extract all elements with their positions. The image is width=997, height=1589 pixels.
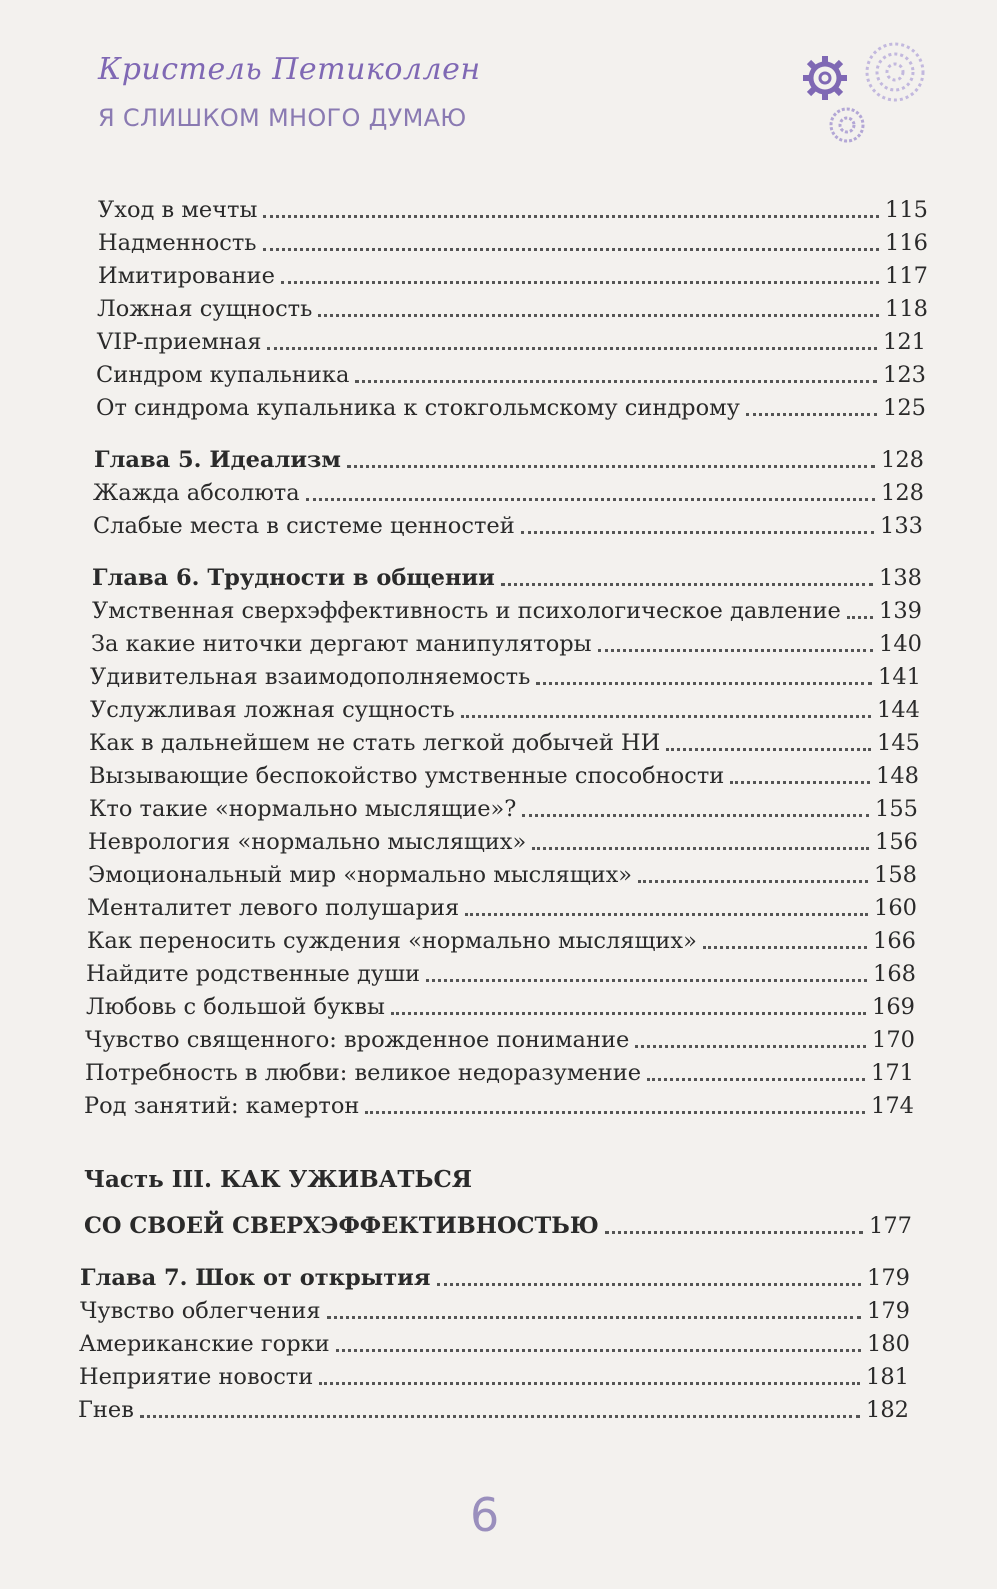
toc-entry-page: 177 [869, 1213, 912, 1239]
toc-entry-e17 [88, 826, 918, 858]
toc-entry-page: 181 [866, 1364, 909, 1390]
toc-entry-page: 133 [880, 513, 923, 539]
toc-entry-page: 180 [867, 1331, 910, 1357]
dot-leader [391, 1012, 866, 1015]
toc-entry-label: Гнев [78, 1397, 134, 1423]
toc-entry-page: 128 [881, 447, 924, 473]
toc-entry-label: Чувство священного: врожденное понимание [85, 1027, 630, 1053]
toc-entry-page: 171 [871, 1060, 914, 1086]
toc-entry-e2 [98, 227, 928, 259]
toc-entry-ch5 [94, 444, 924, 476]
dot-leader [267, 347, 877, 350]
dot-leader [598, 649, 873, 652]
toc-entry-label: За какие ниточки дергают манипуляторы [91, 631, 592, 657]
toc-entry-e21 [86, 958, 916, 990]
toc-entry-e12 [90, 661, 921, 693]
toc-entry-label: Кто такие «нормально мыслящие»? [89, 796, 517, 822]
toc-entry-page: 117 [885, 263, 928, 289]
dot-leader [263, 215, 879, 218]
toc-entry-e11 [91, 628, 922, 660]
toc-entry-e19 [87, 892, 917, 924]
toc-entry-page: 138 [879, 565, 922, 591]
dot-leader [263, 248, 880, 251]
toc-entry-page: 179 [867, 1265, 910, 1291]
toc-entry-page: 182 [866, 1397, 909, 1423]
toc-entry-page: 160 [874, 895, 917, 921]
toc-entry-label: Глава 6. Трудности в общении [92, 565, 495, 591]
toc-entry-label: Синдром купальника [96, 362, 350, 388]
toc-entry-e15 [89, 760, 919, 792]
dot-leader [521, 531, 874, 534]
toc-entry-e13 [90, 694, 920, 726]
toc-entry-page: 145 [877, 730, 920, 756]
toc-entry-e3 [98, 260, 928, 292]
toc-entry-e1 [98, 194, 928, 226]
dot-leader [638, 880, 868, 883]
part-3-title-line1: Часть III. КАК УЖИВАТЬСЯ [84, 1166, 473, 1193]
dot-leader [336, 1349, 861, 1352]
toc-entry-page: 156 [875, 829, 918, 855]
toc-entry-page: 123 [883, 362, 926, 388]
toc-entry-e29 [78, 1394, 909, 1426]
toc-entry-e27 [79, 1328, 910, 1360]
toc-entry-page: 128 [881, 480, 924, 506]
dot-leader [426, 979, 867, 982]
toc-entry-e5 [97, 326, 926, 358]
toc-entry-e14 [89, 727, 920, 759]
dot-leader [140, 1415, 860, 1418]
toc-entry-e20 [87, 925, 916, 957]
toc-entry-ch7 [80, 1262, 910, 1294]
toc-entry-e9 [93, 510, 923, 542]
toc-entry-e6 [96, 359, 926, 391]
toc-entry-page: 115 [885, 197, 928, 223]
toc-entry-page: 118 [885, 296, 928, 322]
dot-leader [501, 583, 873, 586]
toc-entry-page: 141 [878, 664, 921, 690]
toc-entry-label: Жажда абсолюта [93, 480, 300, 506]
toc-entry-page: 179 [867, 1298, 910, 1324]
toc-entry-page: 158 [874, 862, 917, 888]
dot-leader [730, 781, 870, 784]
toc-entry-e16 [89, 793, 918, 825]
toc-entry-label: Вызывающие беспокойство умственные способности [89, 763, 725, 789]
running-header-title: Я СЛИШКОМ МНОГО ДУМАЮ [98, 104, 467, 132]
toc-entry-label: Найдите родственные души [86, 961, 421, 987]
toc-entry-e23 [85, 1024, 915, 1056]
toc-entry-label: Ложная сущность [97, 296, 313, 322]
toc-entry-label: Неприятие новости [79, 1364, 314, 1390]
toc-entry-page: 168 [873, 961, 916, 987]
dot-leader [281, 281, 879, 284]
dot-leader [703, 946, 867, 949]
toc-entry-e10 [92, 595, 922, 627]
toc-entry-page: 169 [872, 994, 915, 1020]
toc-entry-page: 144 [877, 697, 920, 723]
toc-entry-page: 174 [871, 1093, 914, 1119]
toc-entry-label: Надменность [98, 230, 257, 256]
toc-entry-part3 [84, 1210, 912, 1242]
toc-entry-label: Американские горки [79, 1331, 330, 1357]
toc-entry-e26 [80, 1295, 910, 1327]
page-number: 6 [470, 1488, 500, 1542]
dot-leader [746, 413, 877, 416]
dot-leader [522, 814, 869, 817]
dot-leader [437, 1283, 862, 1286]
dot-leader [605, 1231, 863, 1234]
toc-entry-page: 166 [873, 928, 916, 954]
dot-leader [635, 1045, 866, 1048]
toc-entry-label: VIP-приемная [97, 329, 262, 355]
toc-entry-label: Любовь с большой буквы [86, 994, 385, 1020]
toc-entry-label: Чувство облегчения [80, 1298, 321, 1324]
toc-entry-page: 139 [879, 598, 922, 624]
toc-entry-page: 140 [879, 631, 922, 657]
dot-leader [365, 1111, 865, 1114]
dot-leader [666, 748, 871, 751]
toc-entry-label: Неврология «нормально мыслящих» [88, 829, 527, 855]
toc-entry-e28 [79, 1361, 909, 1393]
toc-entry-page: 121 [883, 329, 926, 355]
toc-entry-ch6 [92, 562, 922, 594]
dot-leader [327, 1316, 861, 1319]
toc-entry-page: 170 [872, 1027, 915, 1053]
toc-entry-page: 155 [875, 796, 918, 822]
dot-leader [306, 498, 875, 501]
dot-leader [847, 616, 873, 619]
dot-leader [347, 465, 875, 468]
toc-entry-label: Менталитет левого полушария [87, 895, 460, 921]
toc-entry-e18 [88, 859, 917, 891]
toc-entry-label: Услужливая ложная сущность [90, 697, 455, 723]
dot-leader [355, 380, 877, 383]
toc-entry-page: 148 [876, 763, 919, 789]
toc-entry-e22 [86, 991, 915, 1023]
toc-entry-e25 [84, 1090, 914, 1122]
toc-entry-e7 [96, 392, 926, 424]
toc-entry-label: Имитирование [98, 263, 275, 289]
toc-entry-label: Умственная сверхэффективность и психологическое давление [92, 598, 841, 624]
toc-entry-label: Как переносить суждения «нормально мыслящих» [87, 928, 697, 954]
toc-entry-label: Род занятий: камертон [84, 1093, 360, 1119]
dot-leader [319, 1382, 860, 1385]
toc-entry-label: Эмоциональный мир «нормально мыслящих» [88, 862, 633, 888]
toc-entry-label: СО СВОЕЙ СВЕРХЭФФЕКТИВНОСТЬЮ [84, 1213, 599, 1239]
toc-entry-e8 [93, 477, 924, 509]
dot-leader [465, 913, 868, 916]
toc-entry-label: Потребность в любви: великое недоразумение [85, 1060, 642, 1086]
dot-leader [536, 682, 872, 685]
toc-entry-page: 116 [885, 230, 928, 256]
toc-entry-e24 [85, 1057, 914, 1089]
dot-leader [647, 1078, 865, 1081]
toc-entry-e4 [97, 293, 928, 325]
dot-leader [318, 314, 879, 317]
toc-entry-label: Глава 5. Идеализм [94, 447, 341, 473]
toc-entry-label: Удивительная взаимодополняемость [90, 664, 531, 690]
gears-icon [795, 30, 945, 150]
toc-entry-label: Уход в мечты [98, 197, 258, 223]
toc-entry-label: Как в дальнейшем не стать легкой добычей НИ [89, 730, 661, 756]
toc-entry-label: От синдрома купальника к стокгольмскому синдрому [96, 395, 740, 421]
dot-leader [461, 715, 871, 718]
running-header-author: Кристель Петиколлен [98, 52, 481, 87]
toc-entry-label: Глава 7. Шок от открытия [80, 1265, 431, 1291]
toc-entry-page: 125 [883, 395, 926, 421]
dot-leader [532, 847, 869, 850]
toc-entry-label: Слабые места в системе ценностей [93, 513, 515, 539]
